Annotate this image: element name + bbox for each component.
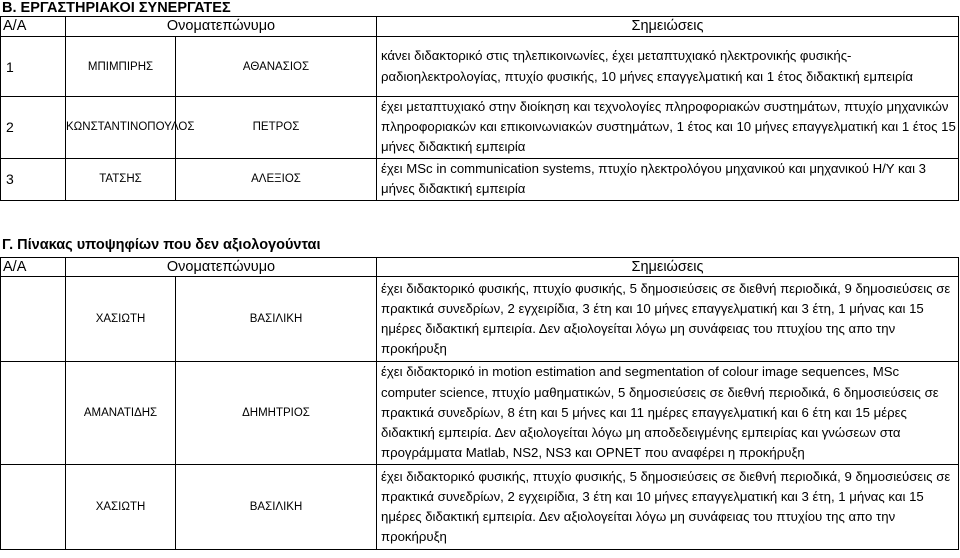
notes: έχει διδακτορικό in motion estimation and segmentation of colour image sequences, MSc computer science, πτυχίο μαθηματικών, 5 δημοσιεύσεις σε διεθνή περιοδικά, 6 δημοσιεύσεις σε πρακτικά συνεδρίων, 8 έτη και 5 μήνες και 11 ημέρες επαγγελματική και 6 έτη και 15 μέρες διδακτική εμπειρία. Δεν αξιολογείται λόγω μη αποδεδειγμένης εμπειρίας και γνώσεων στα προγράμματα Matlab, NS2, NS3 και OPNET που αναφέρει η προκήρυξη [377,362,959,465]
table-row [1,97,959,159]
header-notes: Σημειώσεις [377,17,959,37]
notes: κάνει διδακτορικό στις τηλεπικοινωνίες, έχει μεταπτυχιακό ηλεκτρονικής φυσικής-ραδιοηλεκτρολογίας, πτυχίο φυσικής, 10 μήνες επαγγελματική και 1 έτος διδακτική εμπειρία [377,37,959,97]
table-row [1,158,959,200]
first-name: ΑΘΑΝΑΣΙΟΣ [176,37,377,97]
row-number [1,277,66,362]
header-aa: Α/Α [1,17,66,37]
table-row [1,277,959,362]
table-header-row [1,258,959,277]
surname: ΚΩΝΣΤΑΝΤΙΝΟΠΟΥΛΟΣ [66,97,176,159]
notes: έχει διδακτορικό φυσικής, πτυχίο φυσικής, 5 δημοσιεύσεις σε διεθνή περιοδικά, 9 δημοσιεύσεις σε πρακτικά συνεδρίων, 2 εγχειρίδια, 3 έτη και 10 μήνες επαγγελματική και 3 έτη, 1 μήνας και 15 ημέρες διδακτική εμπειρία. Δεν αξιολογείται λόγω μη συνάφειας του πτυχίου της απο την προκήρυξη [377,277,959,362]
surname: ΧΑΣΙΩΤΗ [66,465,176,550]
first-name: ΑΛΕΞΙΟΣ [176,158,377,200]
row-number [1,465,66,550]
notes: έχει μεταπτυχιακό στην διοίκηση και τεχνολογίες πληροφοριακών συστημάτων, πτυχίο μηχανικών πληροφοριακών και επικοινωνιακών συστημάτων, 1 έτος και 10 μήνες επαγγελματική και 1 έτος 15 μήνες διδακτική εμπειρία [377,97,959,159]
first-name: ΔΗΜΗΤΡΙΟΣ [176,362,377,465]
row-number: 3 [1,158,66,200]
notes: έχει MSc in communication systems, πτυχίο ηλεκτρολόγου μηχανικού και μηχανικού Η/Υ και 3 μήνες διδακτική εμπειρία [377,158,959,200]
first-name: ΒΑΣΙΛΙΚΗ [176,277,377,362]
section-c-title: Γ. Πίνακας υποψηφίων που δεν αξιολογούνται [2,237,321,253]
surname: ΧΑΣΙΩΤΗ [66,277,176,362]
table-header-row [1,17,959,37]
row-number: 2 [1,97,66,159]
first-name: ΠΕΤΡΟΣ [176,97,377,159]
non-evaluated-candidates-table [0,257,959,550]
surname: ΑΜΑΝΑΤΙΔΗΣ [66,362,176,465]
notes: έχει διδακτορικό φυσικής, πτυχίο φυσικής, 5 δημοσιεύσεις σε διεθνή περιοδικά, 9 δημοσιεύσεις σε πρακτικά συνεδρίων, 2 εγχειρίδια, 3 έτη και 10 μήνες επαγγελματική και 3 έτη, 1 μήνας και 15 ημέρες διδακτική εμπειρία. Δεν αξιολογείται λόγω μη συνάφειας του πτυχίου της απο την προκήρυξη [377,465,959,550]
header-notes: Σημειώσεις [377,258,959,277]
table-row [1,37,959,97]
table-row [1,465,959,550]
header-name: Ονοματεπώνυμο [66,258,377,277]
row-number [1,362,66,465]
surname: ΤΑΤΣΗΣ [66,158,176,200]
header-aa: Α/Α [1,258,66,277]
surname: ΜΠΙΜΠΙΡΗΣ [66,37,176,97]
header-name: Ονοματεπώνυμο [66,17,377,37]
collaborators-table [0,16,959,201]
first-name: ΒΑΣΙΛΙΚΗ [176,465,377,550]
row-number: 1 [1,37,66,97]
section-b-title: B. ΕΡΓΑΣΤΗΡΙΑΚΟΙ ΣΥΝΕΡΓΑΤΕΣ [2,0,231,16]
table-row [1,362,959,465]
